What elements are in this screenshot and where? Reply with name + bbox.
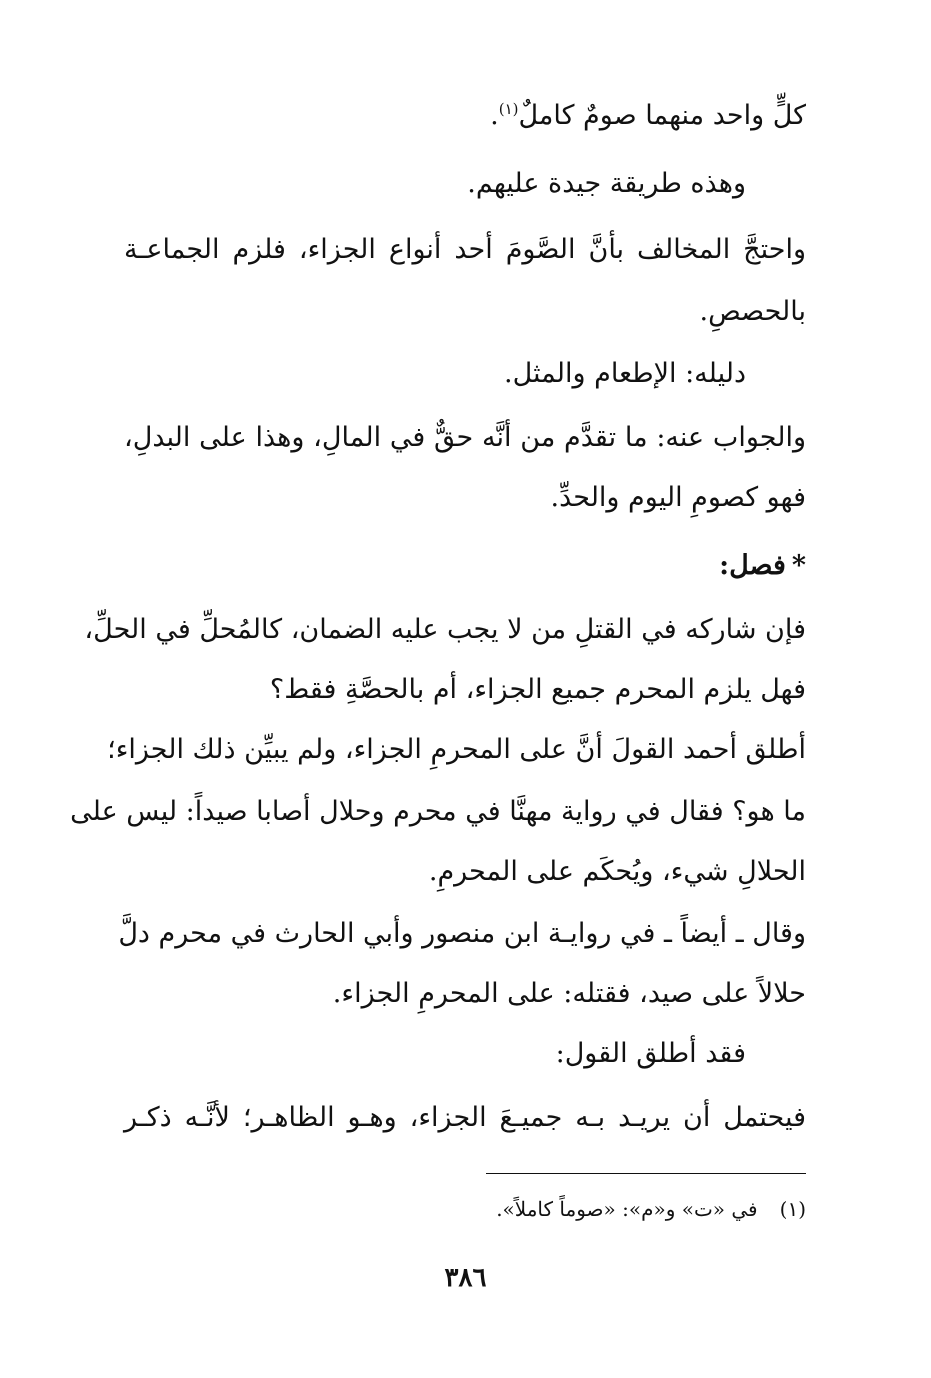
body-line-9: فهل يلزم المحرم جميع الجزاء، أم بالحصَّةِ فقط؟ <box>269 674 806 705</box>
body-line-10: أطلق أحمد القولَ أنَّ على المحرمِ الجزاء، ولم يبيِّن ذلك الجزاء؛ <box>107 734 806 765</box>
footnote-text: في «ت» و«م»: «صوماً كاملاً». <box>496 1197 758 1221</box>
body-line-4: بالحصصِ. <box>699 296 806 327</box>
body-line-16: فيحتمل أن يريـد بـه جميـعَ الجزاء، وهـو الظاهـر؛ لأنَّـه ذكـر <box>124 1102 806 1133</box>
body-line-3: واحتجَّ المخالف بأنَّ الصَّومَ أحد أنواع الجزاء، فلزم الجماعـة <box>124 234 806 265</box>
section-star-icon: * <box>791 550 806 581</box>
section-heading <box>124 546 806 586</box>
body-line-1-end: . <box>490 100 499 131</box>
body-line-2: وهذه طريقة جيدة عليهم. <box>467 168 746 199</box>
body-line-6: والجواب عنه: ما تقدَّم من أنَّه حقٌّ في المالِ، وهذا على البدلِ، <box>124 422 806 453</box>
body-line-11: ما هو؟ فقال في رواية مهنَّا في محرم وحلال أصابا صيداً: ليس على <box>70 796 806 827</box>
footnote-divider <box>486 1173 806 1174</box>
body-line-1 <box>124 96 806 136</box>
body-line-8: فإن شاركه في القتلِ من لا يجب عليه الضمان، كالمُحلِّ في الحلِّ، <box>84 614 806 645</box>
body-line-14: حلالاً على صيد، فقتله: على المحرمِ الجزاء. <box>332 978 806 1009</box>
body-line-15: فقد أطلق القول: <box>555 1038 746 1069</box>
page-number: ٣٨٦ <box>444 1263 487 1293</box>
body-line-5: دليله: الإطعام والمثل. <box>504 358 746 389</box>
body-line-1-text: كلٍّ واحد منهما صومٌ كاملٌ <box>518 100 806 131</box>
footnote-reference[interactable]: (١) <box>498 100 519 118</box>
body-line-12: الحلالِ شيء، ويُحكَم على المحرمِ. <box>428 856 806 887</box>
section-heading-text: فصل: <box>719 550 786 581</box>
footnote-number: (١) <box>779 1197 806 1221</box>
body-line-7: فهو كصومِ اليوم والحدِّ. <box>550 482 806 513</box>
footnote <box>124 1192 806 1226</box>
body-line-13: وقال ـ أيضاً ـ في روايـة ابن منصور وأبي الحارث في محرم دلَّ <box>118 918 806 949</box>
